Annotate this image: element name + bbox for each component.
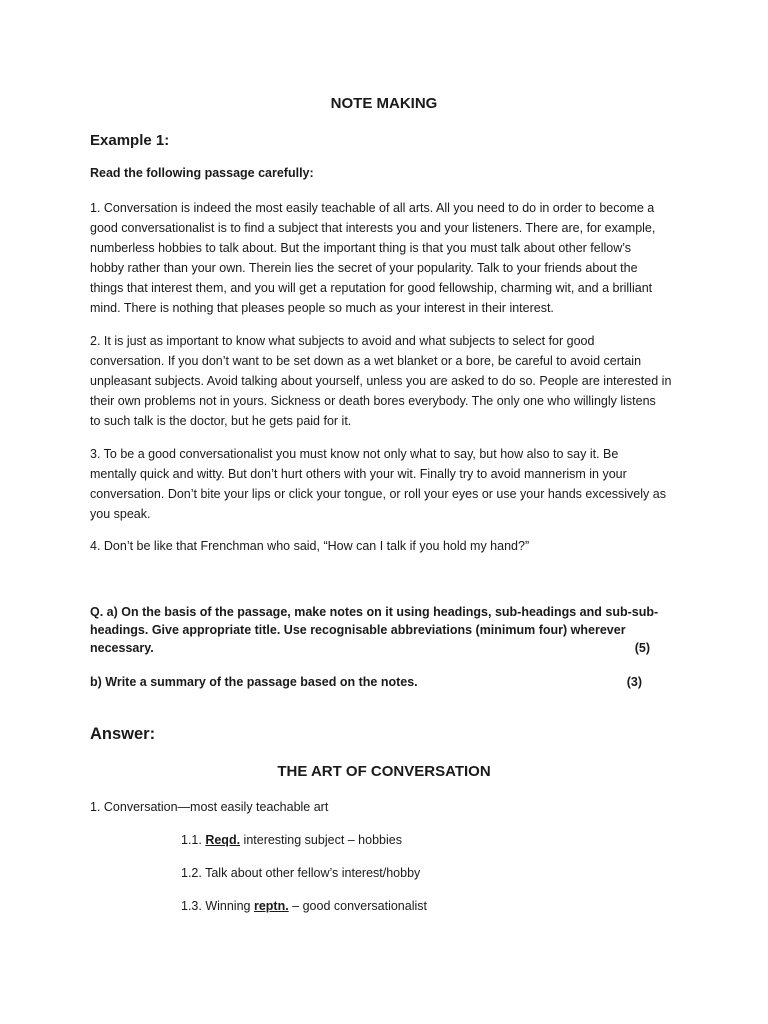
question-b-text: b) Write a summary of the passage based on the notes. (90, 675, 418, 689)
answer-heading: Answer: (90, 725, 156, 743)
note-1-1 (181, 833, 402, 847)
note-text: interesting subject – hobbies (240, 833, 402, 847)
passage-paragraph-3 (90, 444, 680, 524)
question-line-text: necessary. (90, 641, 154, 655)
note-prefix: 1.3. Winning (181, 899, 254, 913)
paragraph-line: good conversationalist is to find a subject that interests you and your listeners. There are, for example, (90, 221, 656, 235)
note-1-2: 1.2. Talk about other fellow’s interest/hobby (181, 866, 421, 880)
question-line (90, 673, 650, 691)
question-a-marks: (5) (634, 641, 650, 655)
instruction-text: Read the following passage carefully: (90, 166, 314, 180)
paragraph-line: numberless hobbies to talk about. But the important thing is that you must talk about other fellow’s (90, 241, 632, 255)
paragraph-line: mind. There is nothing that pleases people so much as your interest in their interest. (90, 301, 554, 315)
question-line: headings. Give appropriate title. Use recognisable abbreviations (minimum four) wherever (90, 623, 626, 637)
paragraph-line: you speak. (90, 507, 151, 521)
paragraph-line: conversation. If you don’t want to be set down as a wet blanket or a bore, be careful to avoid certain (90, 354, 642, 368)
paragraph-line: 4. Don’t be like that Frenchman who said, “How can I talk if you hold my hand?” (90, 539, 530, 553)
page-title: NOTE MAKING (330, 95, 438, 112)
note-prefix: 1.1. (181, 833, 206, 847)
paragraph-line: things that interest them, and you will get a reputation for good fellowship, charming wit, and a brilliant (90, 281, 653, 295)
answer-title: THE ART OF CONVERSATION (277, 763, 491, 780)
example-heading: Example 1: (90, 132, 170, 149)
passage-paragraph-4 (90, 536, 680, 556)
passage-paragraph-2 (90, 331, 680, 431)
abbreviation: reptn. (253, 899, 289, 913)
question-line: Q. a) On the basis of the passage, make notes on it using headings, sub-headings and sub-sub- (90, 605, 659, 619)
paragraph-line: mentally quick and witty. But don’t hurt others with your wit. Finally try to avoid mannerism in your (90, 467, 627, 481)
paragraph-line: 3. To be a good conversationalist you must know not only what to say, but how also to say it. Be (90, 447, 619, 461)
paragraph-line: 1. Conversation is indeed the most easily teachable of all arts. All you need to do in order to become a (90, 201, 655, 215)
question-line-last (90, 639, 650, 657)
paragraph-line: hobby rather than your own. Therein lies the secret of your popularity. Talk to your friends about the (90, 261, 638, 275)
note-text: – good conversationalist (288, 899, 427, 913)
paragraph-line: to such talk is the doctor, but he gets paid for it. (90, 414, 352, 428)
note-1-3 (181, 899, 427, 913)
paragraph-line: 2. It is just as important to know what subjects to avoid and what subjects to select for good (90, 334, 595, 348)
question-a (90, 603, 659, 657)
paragraph-line: unpleasant subjects. Avoid talking about yourself, unless you are asked to do so. People are interested in (90, 374, 672, 388)
passage-paragraph-1 (90, 198, 680, 318)
question-b (90, 673, 650, 691)
paragraph-line: conversation. Don’t bite your lips or click your tongue, or roll your eyes or use your hands excessively as (90, 487, 666, 501)
question-b-marks: (3) (626, 675, 642, 689)
paragraph-line: their own problems not in yours. Sickness or death bores everybody. The only one who willingly listens (90, 394, 656, 408)
abbreviation: Reqd. (205, 833, 241, 847)
note-1: 1. Conversation—most easily teachable art (90, 800, 329, 814)
